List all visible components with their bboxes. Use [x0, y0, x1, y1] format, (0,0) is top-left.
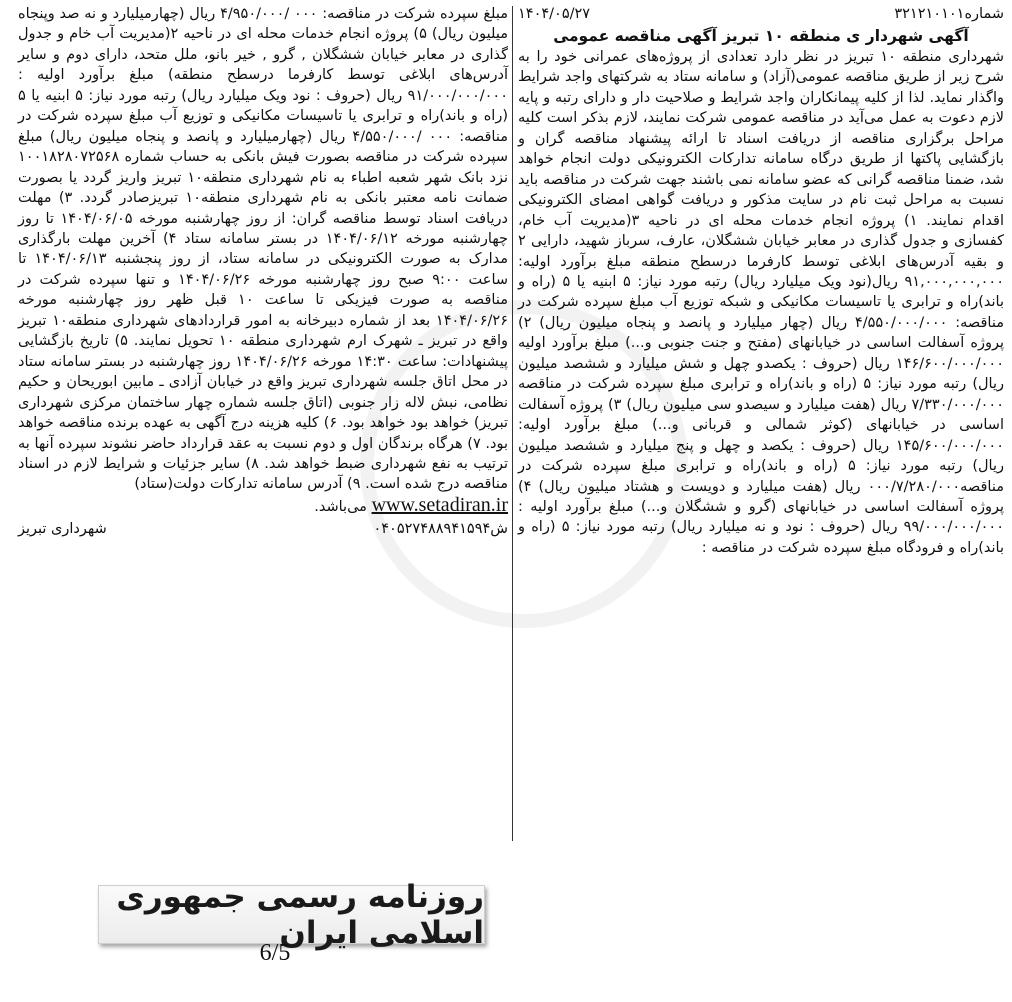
setad-url-link[interactable]: www.setadiran.ir: [371, 493, 508, 516]
newspaper-masthead: [98, 878, 485, 951]
tracking-code: ش۰۴۰۵۲۷۴۸۸۹۴۱۵۹۴: [373, 521, 508, 538]
notice-number: شماره۳۲۱۲۱۰۱۰۱: [894, 6, 1004, 22]
notice-title: آگهی شهردار ی منطقه ۱۰ تبریز آگهی مناقصه عمومی: [553, 27, 969, 45]
notice-date: ۱۴۰۴/۰۵/۲۷: [518, 6, 591, 22]
masthead-title: روزنامه رسمی جمهوری اسلامی ایران: [116, 878, 484, 951]
page-number: 6/5: [259, 940, 291, 966]
signature: شهرداری تبریز: [18, 521, 107, 538]
notice-body-left: مبلغ سپرده شرکت در مناقصه: ۰۰۰ /۴/۹۵۰/۰۰۰ ریال (چهارمیلیارد و نه صد وپنجاه میلیون ریال) ۵) پروژه انجام خدمات محله ای در ناحیه ۲(مدیریت آب خام و جدول گذاری در معابر خیابان ششگلان , گرو , خیر بانو، ملل متحد، دارای دوم و سایر آدرس‌های ابلاغی توسط کارفرما درسطح منطقه) مبلغ برآورد اولیه : ۹۱/۰۰۰/۰۰۰/۰۰۰ ریال (حروف : نود ویک میلیارد ریال) رتبه مورد نیاز: ۵ ابنیه یا ۵ (راه و باند)راه و ترابری یا تاسیسات مکانیکی و توزیع آب مبلغ سپرده شرکت در مناقصه: ۰۰۰ /۴/۵۵۰/۰۰۰ ریال (چهارمیلیارد و پانصد و پنجاه میلیون ریال) مبلغ سپرده شرکت در مناقصه بصورت فیش بانکی به حساب شماره ۱۰۰۱۸۲۸۰۷۲۵۶۸ نزد بانک شهر شعبه اطباء به نام شهرداری منطقه۱۰ تبریز واریز گردد یا بصورت ضمانت نامه معتبر بانکی به نام شهرداری منطقه۱۰ تبریزصادر گردد. ۳) مهلت دریافت اسناد توسط مناقصه گران: از روز چهارشنبه مورخه ۱۴۰۴/۰۶/۰۵ تا روز چهارشنبه مورخه ۱۴۰۴/۰۶/۱۲ در بستر سامانه ستاد ۴) آخرین مهلت بارگذاری مدارک به صورت الکترونیکی در سامانه ستاد، از روز پنجشنبه ۱۴۰۴/۰۶/۱۳ تا ساعت ۹:۰۰ صبح روز چهارشنبه مورخه ۱۴۰۴/۰۶/۲۶ و تنها سپرده شرکت در مناقصه به صورت فیزیکی تا ساعت ۱۰ قبل ظهر روز چهارشنبه مورخه ۱۴۰۴/۰۶/۲۶ بعد از شماره دبیرخانه به امور قراردادهای شهرداری منطقه۱۰ تبریز واقع در تبریز ـ شهرک ارم شهرداری منطقه ۱۰ تحویل نمایند. ۵) تاریخ بازگشایی پیشنهادات: ساعت ۱۴:۳۰ مورخه ۱۴۰۴/۰۶/۲۶ روز چهارشنبه در بستر سامانه ستاد در محل اتاق جلسه شهرداری تبریز واقع در خیابان آزادی ـ مابین ابوریحان و حکیم نظامی، نبش لاله زار جنوبی (اتاق جلسه شماره چهار ساختمان مرکزی شهرداری تبریز) خواهد بود خواهد بود. ۶) کلیه هزینه درج آگهی به عهده برنده مناقصه خواهد بود. ۷) هرگاه برندگان اول و دوم نسبت به عقد قرارداد حاضر نشوند سپرده آنها به ترتیب به نفع شهرداری ضبط خواهد شد. ۸) سایر جزئیات و شرایط لازم در اسناد مناقصه درج شده است. ۹) آدرس سامانه تدارکات دولت(ستاد): [18, 6, 509, 493]
column-divider: [512, 6, 513, 841]
url-suffix: می‌باشد.: [314, 498, 367, 515]
left-column: [18, 0, 508, 540]
url-line: [18, 495, 508, 517]
right-column: [518, 0, 1004, 558]
notice-footer: [18, 519, 508, 539]
notice-header: [518, 6, 1004, 26]
notice-body-right: شهرداری منطقه ۱۰ تبریز در نظر دارد تعدادی از پروژه‌های عمرانی خود را به شرح زیر از طریق مناقصه عمومی(آزاد) و سامانه ستاد به شرکتهای واجد شرایط واگذار نماید. لذا از کلیه پیمانکاران واجد شرایط و صلاحیت دار و دارای رتبه و پایه لازم دعوت به عمل می‌آید در مناقصه عمومی شرکت نمایند، لازم بذکر است کلیه مراحل برگزاری مناقصه از دریافت اسناد تا ارائه پیشنهاد مناقصه گران و بازگشایی پاکتها از طریق درگاه سامانه تدارکات الکترونیکی دولت انجام خواهد شد، ضمنا مناقصه گرانی که عضو سامانه نمی باشند جهت شرکت در مناقصه باید نسبت به مراحل ثبت نام در سایت مذکور و دریافت گواهی امضای الکترونیکی اقدام نمایند. ۱) پروژه انجام خدمات محله ای در ناحیه ۳(مدیریت آب خام، کفسازی و جدول گذاری در معابر خیابان ششگلان، عارف، سرباز شهید، دارایی ۲ و بقیه آدرس‌های ابلاغی توسط کارفرما درسطح منطقه مبلغ برآورد اولیه: ۹۱,۰۰۰,۰۰۰,۰۰۰ ریال(نود ویک میلیارد ریال) رتبه مورد نیاز: ۵ ابنیه یا ۵ (راه و باند)راه و ترابری یا تاسیسات مکانیکی و شبکه توزیع آب مبلغ سپرده شرکت در مناقصه: ۴/۵۵۰/۰۰۰/۰۰۰ ریال (چهار میلیارد و پانصد و پنجاه میلیون ریال) ۲) پروژه آسفالت اساسی در خیابانهای (مفتح و جنت جنوبی و...) مبلغ برآورد اولیه ۱۴۶/۶۰۰/۰۰۰/۰۰۰ ریال (حروف : یکصدو چهل و شش میلیارد و ششصد میلیون ریال) رتبه مورد نیاز: ۵ (راه و باند)راه و ترابری مبلغ سپرده شرکت در مناقصه ۷/۳۳۰/۰۰۰/۰۰۰ ریال (هفت میلیارد و سیصدو سی میلیون ریال) ۳) پروژه آسفالت اساسی در خیابانهای (کوثر شمالی و قربانی و...) مبلغ برآورد اولیه: ۱۴۵/۶۰۰/۰۰۰/۰۰۰ ریال (حروف : یکصد و چهل و پنج میلیارد و ششصد میلیون ریال) رتبه مورد نیاز: ۵ (راه و باند)راه و ترابری مبلغ سپرده شرکت در مناقصه۰۰۰/۷/۲۸۰/۰۰۰ ریال (هفت میلیارد و دویست و هشتاد میلیون ریال) ۴) پروژه آسفالت اساسی در خیابانهای (گرو و ششگلان و...) مبلغ برآورد اولیه : ۹۹/۰۰۰/۰۰۰/۰۰۰ ریال (حروف : نود و نه میلیارد ریال) رتبه مورد نیاز: ۵ (راه و باند)راه و فرودگاه مبلغ سپرده شرکت در مناقصه :: [518, 49, 1005, 556]
